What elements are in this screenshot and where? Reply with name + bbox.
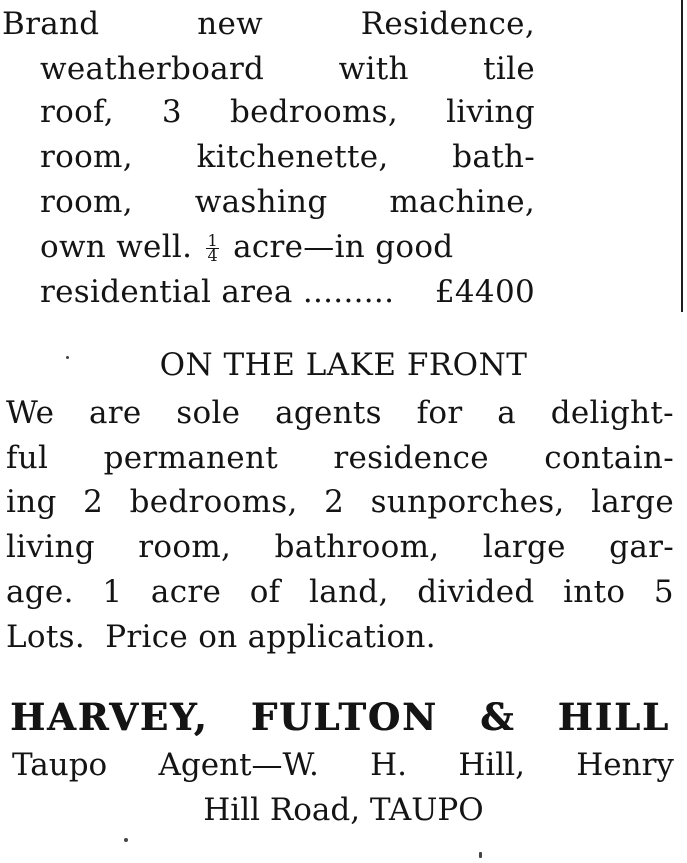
word: living <box>446 94 535 130</box>
section-heading: ON THE LAKE FRONT <box>159 347 528 383</box>
word: permanent <box>103 440 278 476</box>
listing-line-1 <box>6 393 674 433</box>
word: We <box>6 395 55 431</box>
word: Taupo <box>12 747 108 783</box>
fraction-numerator: 1 <box>207 231 218 250</box>
listing-line-3 <box>6 482 674 522</box>
word: Brand <box>2 6 100 42</box>
word: gar- <box>609 529 674 565</box>
word: ful <box>6 440 49 476</box>
word: bedrooms, <box>129 484 298 520</box>
price: £4400 <box>434 274 535 310</box>
word: divided <box>417 574 535 610</box>
word: agents <box>275 395 382 431</box>
agency-name <box>10 692 670 742</box>
listing-line-4 <box>40 137 535 177</box>
word: a <box>497 395 517 431</box>
word: 1 <box>102 574 123 610</box>
word: Hill, <box>458 747 525 783</box>
price-row <box>40 272 535 312</box>
listing-line-1 <box>2 4 535 44</box>
word: large <box>482 529 566 565</box>
word: with <box>338 51 409 87</box>
quarter-fraction <box>206 231 218 265</box>
listing-line-3 <box>40 92 535 132</box>
word: delight- <box>550 395 674 431</box>
word: machine, <box>389 184 535 220</box>
word: tile <box>483 51 535 87</box>
word: 5 <box>653 574 674 610</box>
word: residence <box>333 440 489 476</box>
word: new <box>197 6 263 42</box>
word: land, <box>309 574 389 610</box>
fraction-denominator: 4 <box>207 246 218 265</box>
word: roof, <box>40 94 114 130</box>
agency-name-word: HILL <box>557 695 670 739</box>
price-row-text: residential area ......... <box>40 274 395 310</box>
word: bathroom, <box>274 529 440 565</box>
speck <box>124 838 128 842</box>
word: ing <box>6 484 57 520</box>
word: H. <box>370 747 408 783</box>
word: 2 <box>324 484 345 520</box>
word: room, <box>40 184 133 220</box>
agency-name-word: & <box>480 695 516 739</box>
line-text: own well. <box>40 229 203 265</box>
word: 3 <box>161 94 182 130</box>
word: weatherboard <box>40 51 265 87</box>
word: large <box>591 484 674 520</box>
listing-line-6 <box>40 227 535 267</box>
word: into <box>563 574 626 610</box>
word: room, <box>40 139 133 175</box>
agency-address: Hill Road, TAUPO <box>203 792 484 828</box>
agency-name-word: FULTON <box>250 695 438 739</box>
word: sunporches, <box>370 484 565 520</box>
agency-name-word: HARVEY, <box>10 695 209 739</box>
column-rule <box>681 0 683 312</box>
word: washing <box>194 184 328 220</box>
word: acre <box>150 574 222 610</box>
listing-line-2 <box>40 49 535 89</box>
agent-line <box>12 745 674 785</box>
word: of <box>249 574 281 610</box>
speck <box>479 852 482 858</box>
line-text: acre—in good <box>222 229 454 265</box>
word: contain- <box>544 440 674 476</box>
listing-line-4 <box>6 527 674 567</box>
listing-line-5 <box>6 572 674 612</box>
listing-line-6: Lots. Price on application. <box>6 619 436 655</box>
word: for <box>416 395 463 431</box>
listing-line-5 <box>40 182 535 222</box>
word: Residence, <box>360 6 535 42</box>
word: living <box>6 529 95 565</box>
word: 2 <box>83 484 104 520</box>
word: Agent—W. <box>158 747 319 783</box>
word: bedrooms, <box>230 94 399 130</box>
word: Henry <box>576 747 674 783</box>
listing-line-2 <box>6 438 674 478</box>
word: age. <box>6 574 74 610</box>
word: are <box>89 395 142 431</box>
word: room, <box>138 529 232 565</box>
word: bath- <box>452 139 535 175</box>
word: kitchenette, <box>196 139 389 175</box>
word: sole <box>176 395 241 431</box>
